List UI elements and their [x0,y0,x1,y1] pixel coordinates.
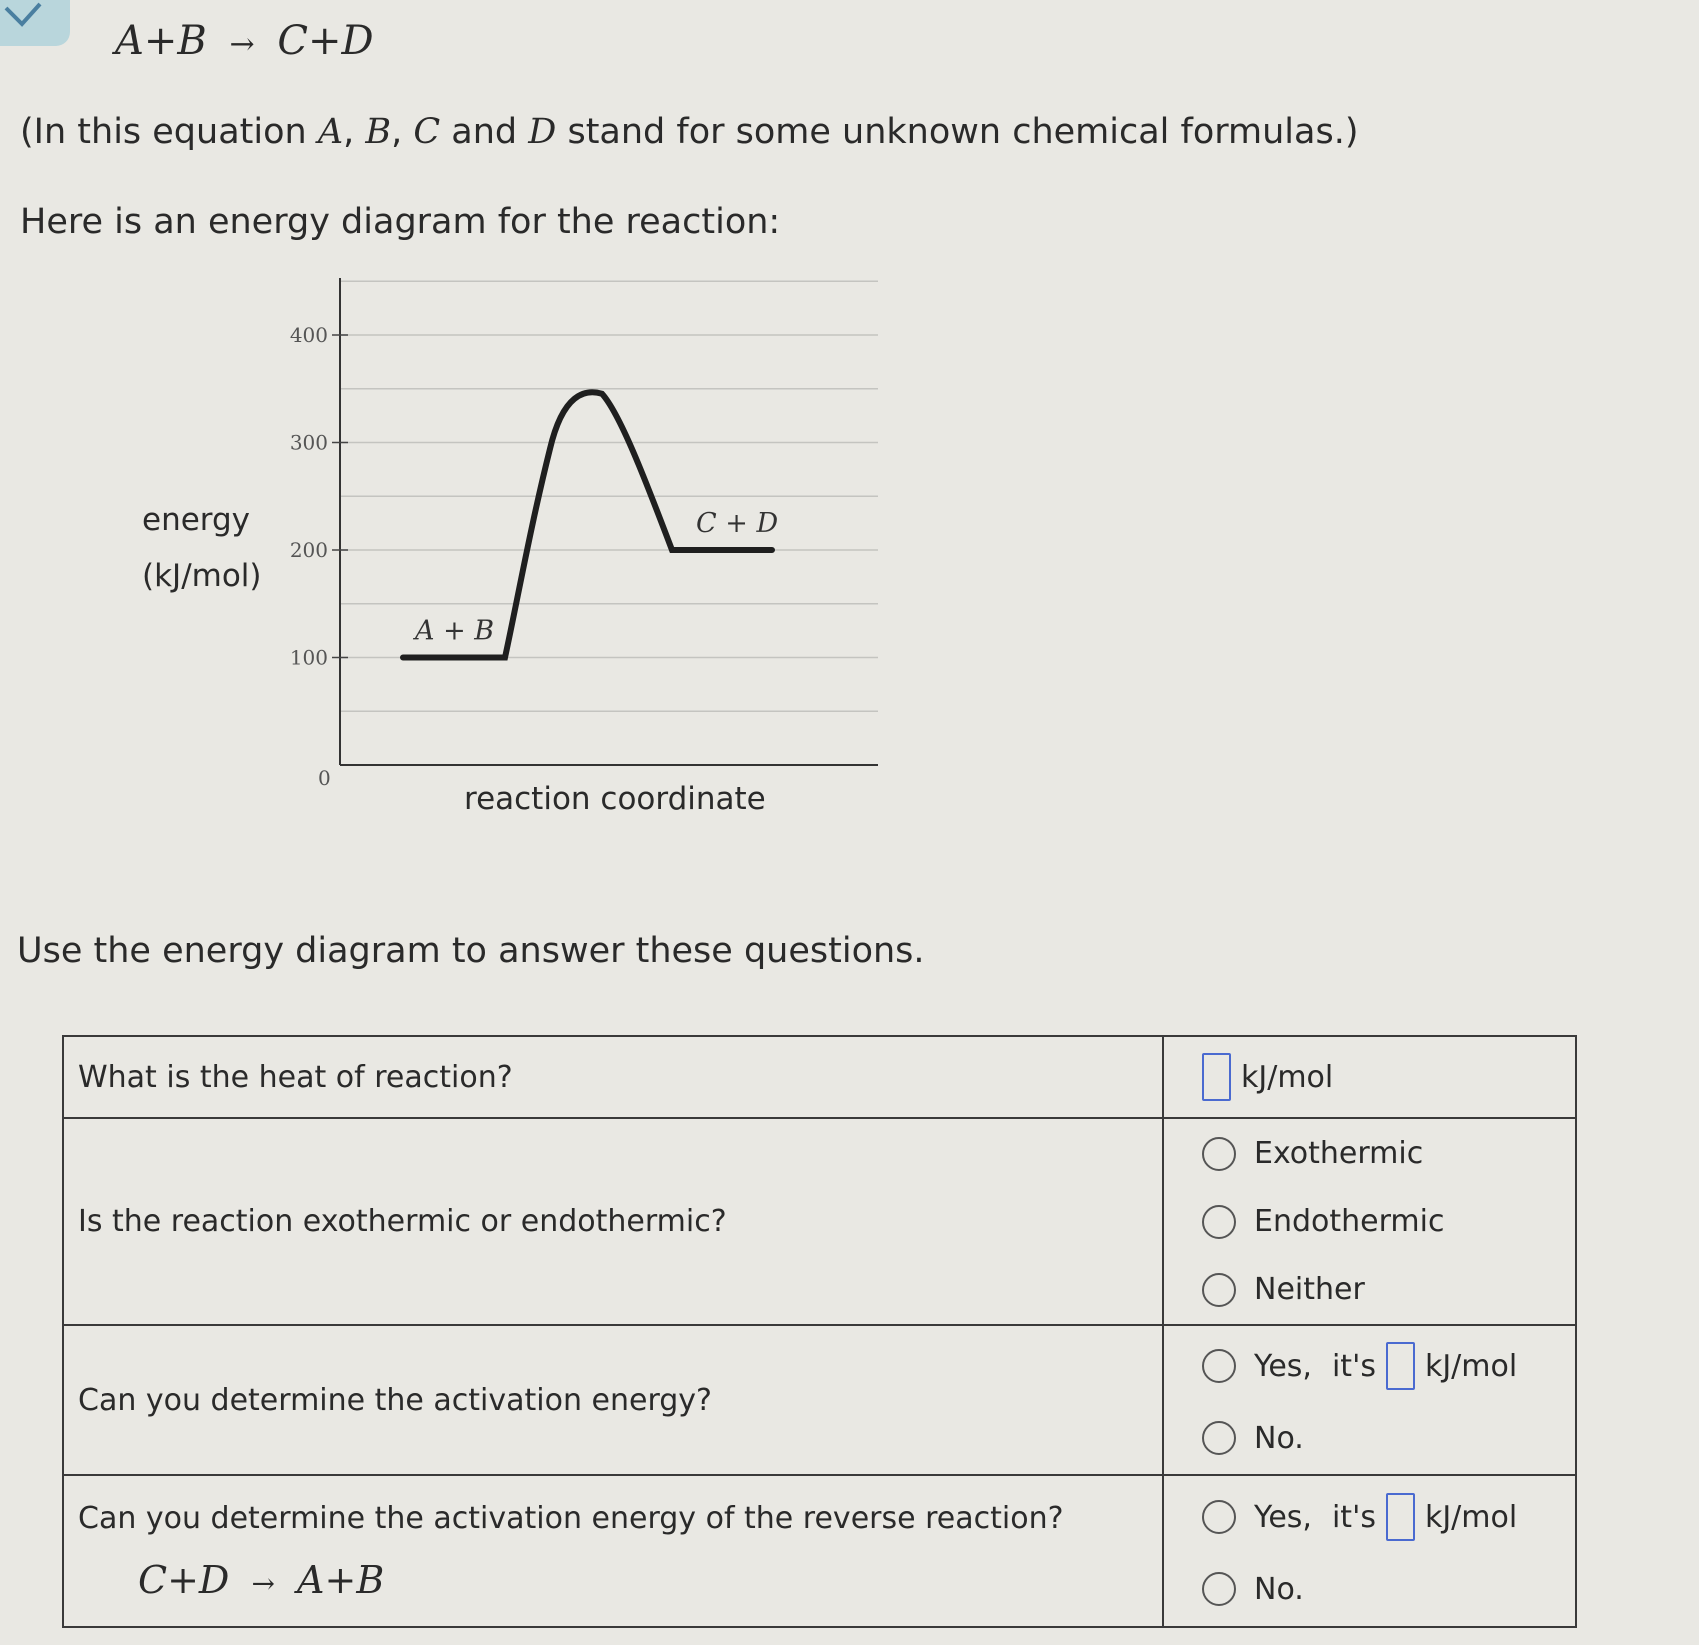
option-reverse-no[interactable] [1202,1555,1575,1623]
intro-sep1: , [343,112,366,152]
answer-exo-endo [1163,1118,1576,1325]
y-axis-label [142,492,262,604]
instructions: Use the energy diagram to answer these questions. [17,931,925,971]
question-exo-endo: Is the reaction exothermic or endothermic? [63,1118,1163,1325]
table-row [63,1325,1576,1475]
activation-unit: kJ/mol [1424,1348,1518,1384]
option-activation-yes[interactable] [1202,1328,1575,1404]
option-activation-no[interactable] [1202,1404,1575,1472]
questions-table [62,1035,1577,1628]
collapse-tab[interactable] [0,0,70,46]
origin-label: 0 [318,766,331,790]
y-axis-label-line1: energy [142,502,251,538]
option-neither[interactable] [1202,1256,1575,1324]
var-d: D [528,112,557,152]
radio-reverse-no[interactable] [1202,1572,1236,1606]
reverse-input[interactable] [1386,1493,1415,1541]
intro-sep2: , [391,112,414,152]
reaction-equation [115,18,374,64]
intro-part2: stand for some unknown chemical formulas.) [556,112,1359,152]
energy-diagram [260,270,890,800]
option-endothermic[interactable] [1202,1188,1575,1256]
intro-text [20,112,1359,152]
arrow-icon: → [251,1566,275,1600]
var-b: B [365,112,392,152]
answer-heat [1163,1036,1576,1118]
reverse-equation [138,1558,1148,1602]
y-tick-label: 100 [289,645,328,670]
answer-reverse [1163,1475,1576,1627]
question-activation: Can you determine the activation energy? [63,1325,1163,1475]
heat-unit: kJ/mol [1241,1059,1334,1095]
option-neither-label: Neither [1254,1272,1365,1307]
reverse-no-label: No. [1254,1571,1304,1607]
table-row [63,1475,1576,1627]
arrow-icon: → [229,27,255,62]
radio-reverse-yes[interactable] [1202,1500,1236,1534]
heat-input[interactable] [1202,1053,1231,1101]
radio-exothermic[interactable] [1202,1137,1236,1171]
activation-its: it's [1331,1348,1376,1384]
equation-rhs: C+D [277,18,374,64]
option-exothermic[interactable] [1202,1120,1575,1188]
radio-activation-no[interactable] [1202,1421,1236,1455]
radio-neither[interactable] [1202,1273,1236,1307]
table-row [63,1036,1576,1118]
reverse-unit: kJ/mol [1424,1499,1518,1535]
diagram-intro: Here is an energy diagram for the reaction: [20,202,781,242]
answer-activation [1163,1325,1576,1475]
reverse-its: it's [1331,1499,1376,1535]
option-exothermic-label: Exothermic [1254,1136,1424,1171]
y-tick-label: 300 [289,430,328,455]
chevron-down-icon [2,2,44,30]
reactants-label: A + B [415,615,495,647]
x-axis-label: reaction coordinate [464,781,766,817]
option-endothermic-label: Endothermic [1254,1204,1445,1239]
question-reverse [63,1475,1163,1627]
question-heat: What is the heat of reaction? [63,1036,1163,1118]
y-tick-label: 200 [289,538,328,562]
equation-lhs: A+B [115,18,207,64]
table-row [63,1118,1576,1325]
reverse-eq-lhs: C+D [138,1557,230,1602]
activation-yes-label: Yes, [1254,1348,1312,1384]
reverse-yes-label: Yes, [1254,1499,1312,1535]
intro-and: and [440,112,529,152]
radio-endothermic[interactable] [1202,1205,1236,1239]
radio-activation-yes[interactable] [1202,1349,1236,1383]
products-label: C + D [696,508,779,539]
y-axis-label-line2: (kJ/mol) [142,558,262,594]
var-c: C [413,112,441,152]
activation-input[interactable] [1386,1342,1415,1390]
y-tick-label: 400 [289,323,328,347]
option-reverse-yes[interactable] [1202,1479,1575,1555]
activation-no-label: No. [1254,1420,1304,1456]
question-reverse-text: Can you determine the activation energy of the reverse reaction? [78,1500,1064,1536]
reverse-eq-rhs: A+B [297,1557,385,1602]
var-a: A [317,112,344,152]
intro-part1: (In this equation [20,112,318,152]
